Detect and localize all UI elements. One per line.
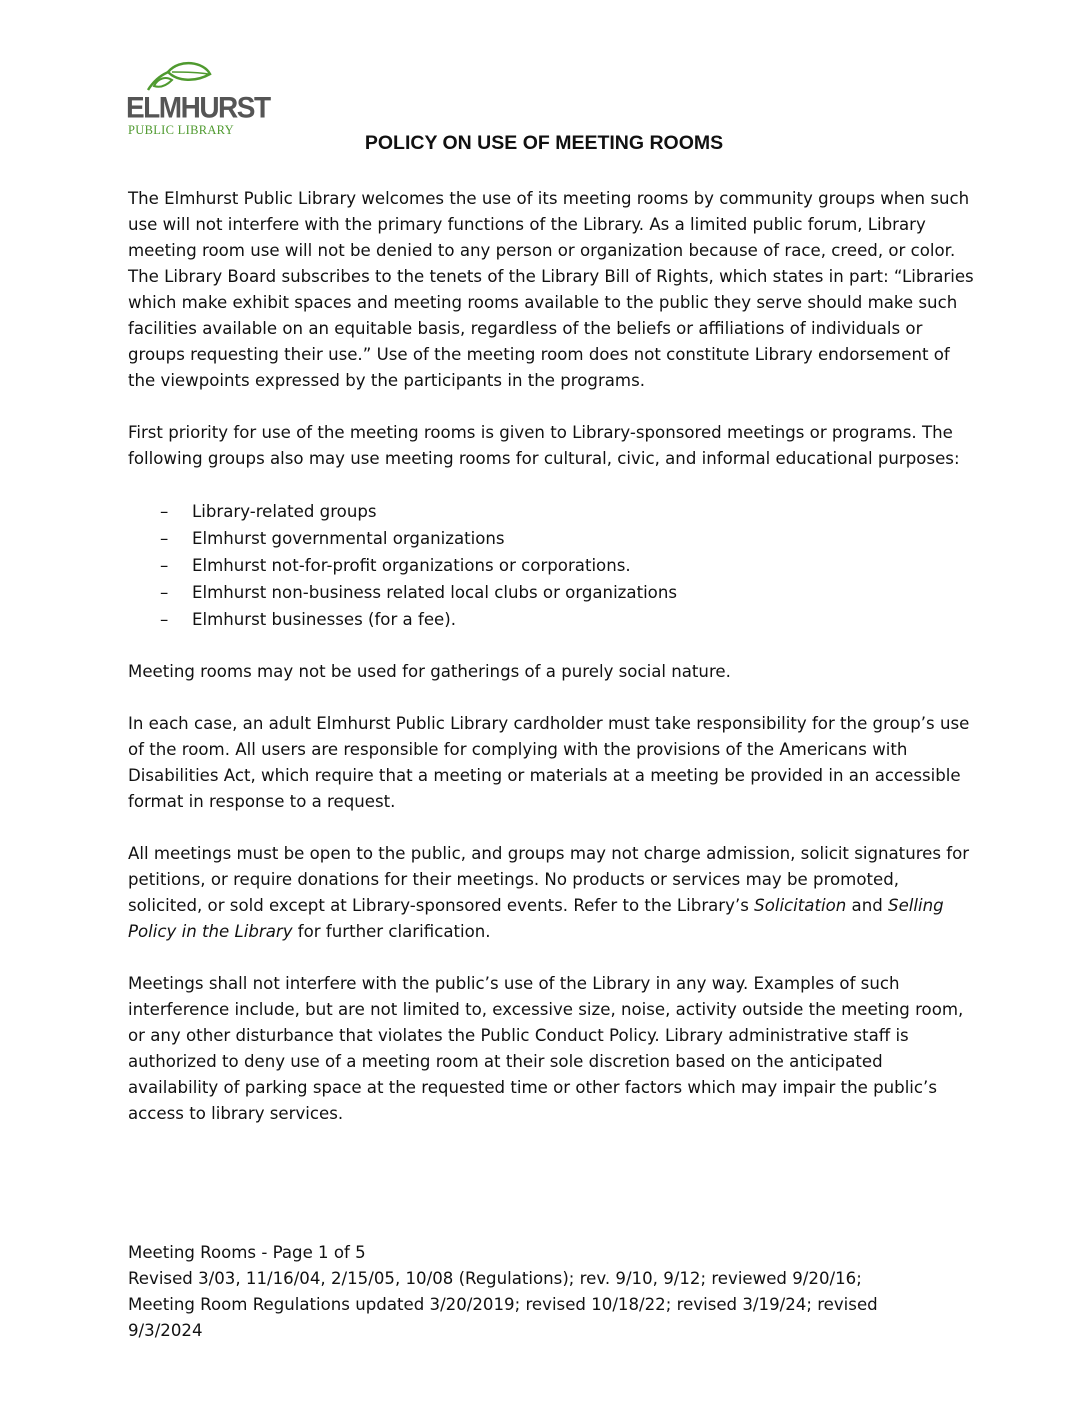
document-body [128,186,978,1153]
list-marker: – [160,583,169,602]
solicitation-policy-reference: Solicitation [754,896,847,915]
selling-policy-reference: Selling Policy in the Library [128,896,944,941]
revision-history: Meeting Room Regulations updated 3/20/2019; revised 10/18/22; revised 3/19/24; revised [128,1295,878,1314]
list-marker: – [160,529,169,548]
logo-subtitle: PUBLIC LIBRARY [128,123,234,137]
list-marker: – [160,502,169,521]
list-item [128,579,978,606]
paragraph-interference: Meetings shall not interfere with the public’s use of the Library in any way. Examples of such interference include, but are not limited to, excessive size, noise, activity outside the meeting room, or any other disturbance that violates the Public Conduct Policy. Library administrative staff is authorized to deny use of a meeting room at their sole discretion based on the anticipated availability of parking space at the requested time or other factors which may impair the public’s access to library services. [128,974,964,1123]
list-item [128,525,978,552]
page-info: Meeting Rooms - Page 1 of 5 [128,1243,366,1262]
list-item-text: Elmhurst not-for-profit organizations or corporations. [192,556,631,575]
list-marker: – [160,556,169,575]
paragraph-open-meetings [128,841,978,945]
list-marker: – [160,610,169,629]
paragraph-text: for further clarification. [292,922,491,941]
paragraph-social: Meeting rooms may not be used for gatherings of a purely social nature. [128,662,731,681]
list-item [128,552,978,579]
paragraph-priority: First priority for use of the meeting rooms is given to Library-sponsored meetings or programs. The following groups also may use meeting rooms for cultural, civic, and informal educational purposes: [128,423,960,468]
logo-name: ELMHURST [126,91,270,124]
paragraph-responsibility: In each case, an adult Elmhurst Public Library cardholder must take responsibility for the group’s use of the room. All users are responsible for complying with the provisions of the Americans with Disabilities Act, which require that a meeting or materials at a meeting be provided in an accessible format in response to a request. [128,714,970,811]
list-item-text: Elmhurst businesses (for a fee). [192,610,457,629]
list-item [128,498,978,525]
list-item-text: Library-related groups [192,502,377,521]
library-logo [126,60,276,137]
revision-history: Revised 3/03, 11/16/04, 2/15/05, 10/08 (Regulations); rev. 9/10, 9/12; reviewed 9/20/16; [128,1269,862,1288]
eligible-groups-list [128,498,978,633]
page-footer [128,1240,978,1344]
list-item-text: Elmhurst non-business related local clubs or organizations [192,583,677,602]
paragraph-text: and [846,896,889,915]
paragraph-welcome: The Elmhurst Public Library welcomes the use of its meeting rooms by community groups when such use will not interfere with the primary functions of the Library. As a limited public forum, Library meeting room use will not be denied to any person or organization because of race, creed, or color. The Library Board subscribes to the tenets of the Library Bill of Rights, which states in part: “Libraries which make exhibit spaces and meeting rooms available to the public they serve should make such facilities available on an equitable basis, regardless of the beliefs or affiliations of individuals or groups requesting their use.” Use of the meeting room does not constitute Library endorsement of the viewpoints expressed by the participants in the programs. [128,189,974,390]
paragraph-text: All meetings must be open to the public, and groups may not charge admission, solicit signatures for petitions, or require donations for their meetings. No products or services may be promoted, solicited, or sold except at Library-sponsored events. Refer to the Library’s [128,844,970,915]
list-item [128,606,978,633]
revision-history: 9/3/2024 [128,1321,203,1340]
list-item-text: Elmhurst governmental organizations [192,529,505,548]
document-title: POLICY ON USE OF MEETING ROOMS [364,132,724,154]
